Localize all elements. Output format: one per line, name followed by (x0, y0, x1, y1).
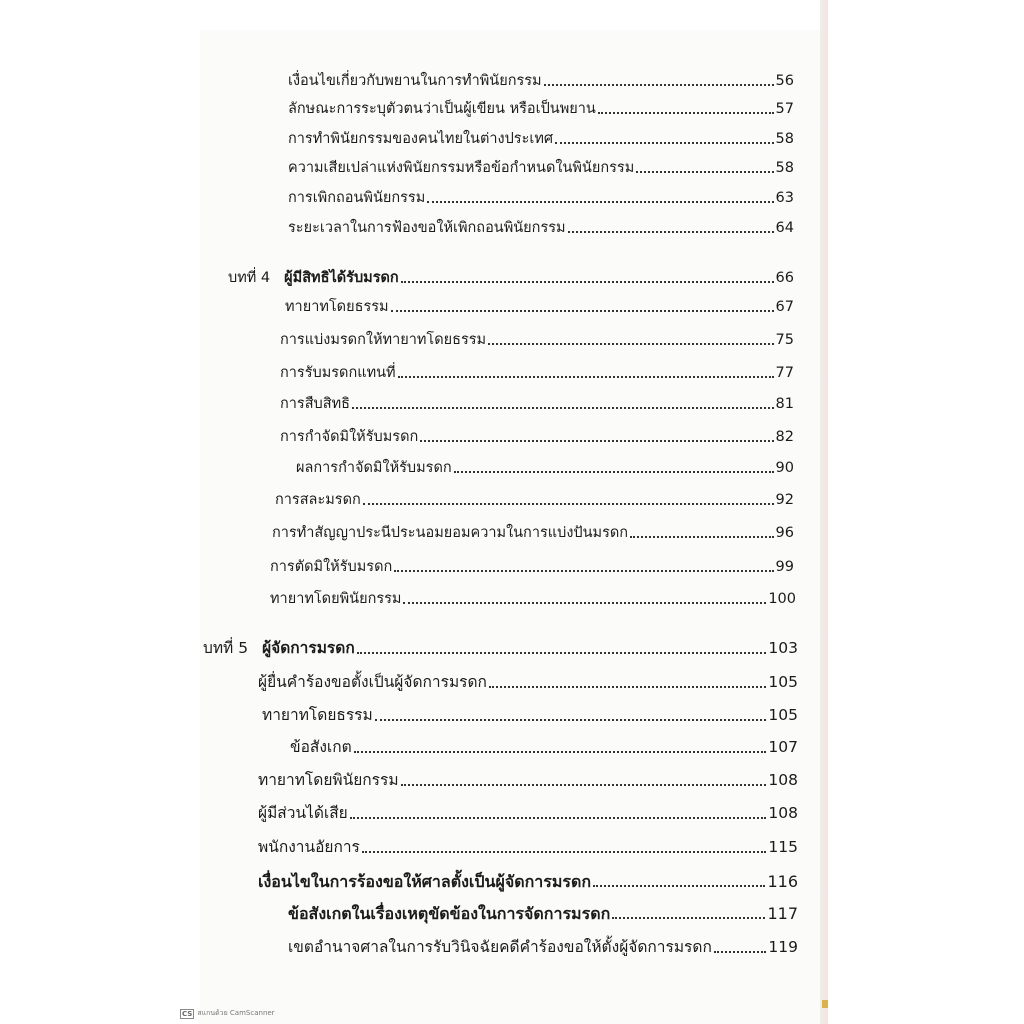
toc-chapter-heading (203, 641, 798, 657)
chapter-number: บทที่ 4 (228, 270, 271, 286)
toc-dot-leader (401, 281, 774, 283)
toc-entry-page: 77 (775, 365, 794, 381)
toc-entry-page: 63 (775, 190, 794, 206)
toc-entry-page: 64 (775, 220, 794, 236)
toc-dot-leader (544, 84, 774, 86)
toc-entry (280, 430, 794, 445)
toc-entry-title: การสละมรดก (275, 492, 361, 508)
toc-entry (288, 132, 794, 147)
toc-entry-title: ทายาทโดยพินัยกรรม (270, 591, 402, 607)
toc-entry (262, 708, 798, 724)
toc-entry-title: ความเสียเปล่าแห่งพินัยกรรมหรือข้อกำหนดในพินัยกรรม (288, 160, 635, 176)
toc-entry-page: 115 (768, 838, 798, 856)
toc-dot-leader (375, 719, 767, 721)
toc-entry-title: ระยะเวลาในการฟ้องขอให้เพิกถอนพินัยกรรม (288, 220, 566, 236)
toc-entry-page: 105 (768, 706, 798, 724)
toc-entry (280, 397, 794, 412)
toc-entry (288, 102, 794, 117)
toc-entry-title: ทายาทโดยธรรม (262, 706, 373, 724)
toc-entry-page: 103 (768, 639, 798, 657)
toc-entry-title: การแบ่งมรดกให้ทายาทโดยธรรม (280, 332, 487, 348)
toc-entry-title: การกำจัดมิให้รับมรดก (280, 429, 419, 445)
toc-entry-page: 100 (768, 591, 796, 607)
toc-entry (258, 773, 798, 789)
toc-dot-leader (420, 440, 773, 442)
toc-entry-title: การตัดมิให้รับมรดก (270, 559, 393, 575)
toc-entry-title: ข้อสังเกต (290, 738, 352, 756)
toc-entry-page: 81 (775, 396, 794, 412)
toc-entry-title: พนักงานอัยการ (258, 838, 360, 856)
toc-entry-page: 99 (775, 559, 794, 575)
toc-dot-leader (362, 851, 767, 853)
chapter-number: บทที่ 5 (203, 639, 249, 657)
toc-entry-title: เงื่อนไขเกี่ยวกับพยานในการทำพินัยกรรม (288, 73, 542, 89)
toc-entry (280, 366, 794, 381)
toc-entry (280, 333, 794, 348)
toc-dot-leader (555, 142, 773, 144)
toc-entry-page: 67 (775, 299, 794, 315)
toc-dot-leader (403, 602, 766, 604)
watermark-text: สแกนด้วย CamScanner (197, 1009, 275, 1017)
toc-dot-leader (391, 310, 774, 312)
scanner-watermark (180, 1008, 275, 1019)
toc-dot-leader (568, 231, 774, 233)
toc-entry (272, 526, 794, 541)
toc-dot-leader (354, 751, 767, 753)
toc-entry-title: การทำสัญญาประนีประนอมยอมความในการแบ่งปันมรดก (272, 525, 629, 541)
toc-entry (288, 940, 798, 956)
toc-entry (270, 592, 796, 607)
toc-entry-page: 96 (775, 525, 794, 541)
toc-entry (258, 806, 798, 822)
toc-entry-page: 75 (775, 332, 794, 348)
toc-dot-leader (454, 471, 774, 473)
toc-dot-leader (401, 784, 767, 786)
toc-entry-page: 117 (767, 904, 798, 923)
toc-entry-page: 107 (768, 738, 798, 756)
toc-dot-leader (394, 570, 773, 572)
toc-entry-page: 92 (775, 492, 794, 508)
toc-dot-leader (598, 112, 774, 114)
toc-entry (270, 560, 794, 575)
toc-entry-title: ทายาทโดยพินัยกรรม (258, 771, 399, 789)
toc-entry-title: เงื่อนไขในการร้องขอให้ศาลตั้งเป็นผู้จัดการมรดก (258, 872, 592, 891)
toc-entry-title: การเพิกถอนพินัยกรรม (288, 190, 426, 206)
toc-dot-leader (398, 376, 774, 378)
toc-dot-leader (593, 885, 765, 887)
toc-dot-leader (612, 917, 765, 919)
toc-entry-title: ผู้มีสิทธิได้รับมรดก (284, 270, 399, 286)
toc-chapter-heading (228, 271, 794, 286)
toc-entry (288, 221, 794, 236)
toc-entry-title: การรับมรดกแทนที่ (280, 365, 396, 381)
toc-entry-page: 119 (768, 938, 798, 956)
toc-entry (285, 300, 794, 315)
toc-entry (288, 161, 794, 176)
toc-entry-title: ผู้มีส่วนได้เสีย (258, 804, 348, 822)
toc-entry-title: ทายาทโดยธรรม (285, 299, 389, 315)
toc-entry-page: 82 (775, 429, 794, 445)
toc-dot-leader (427, 201, 773, 203)
toc-dot-leader (636, 171, 773, 173)
toc-dot-leader (352, 407, 774, 409)
toc-entry (288, 191, 794, 206)
toc-entry-page: 56 (775, 73, 794, 89)
toc-entry-title: ลักษณะการระบุตัวตนว่าเป็นผู้เขียน หรือเป็นพยาน (288, 101, 596, 117)
toc-dot-leader (357, 652, 767, 654)
toc-entry (258, 675, 798, 691)
toc-entry-page: 58 (775, 131, 794, 147)
toc-entry-page: 116 (767, 872, 798, 891)
toc-entry-page: 66 (775, 270, 794, 286)
toc-dot-leader (489, 686, 766, 688)
toc-entry-title: ข้อสังเกตในเรื่องเหตุขัดข้องในการจัดการมรดก (288, 904, 611, 923)
toc-entry (296, 461, 794, 476)
toc-dot-leader (363, 503, 774, 505)
toc-entry (258, 840, 798, 856)
toc-entry-title: เขตอำนาจศาลในการรับวินิจฉัยคดีคำร้องขอให้ตั้งผู้จัดการมรดก (288, 938, 712, 956)
toc-entry-title: ผู้ยื่นคำร้องขอตั้งเป็นผู้จัดการมรดก (258, 673, 487, 691)
toc-entry-page: 90 (775, 460, 794, 476)
toc-entry-page: 108 (768, 804, 798, 822)
toc-entry-page: 57 (775, 101, 794, 117)
page-edge-mark (822, 1000, 828, 1008)
toc-dot-leader (630, 536, 773, 538)
toc-dot-leader (714, 951, 767, 953)
toc-entry-page: 108 (768, 771, 798, 789)
toc-entry-title: ผู้จัดการมรดก (262, 639, 355, 657)
toc-entry-title: การทำพินัยกรรมของคนไทยในต่างประเทศ (288, 131, 554, 147)
toc-entry-page: 105 (768, 673, 798, 691)
camscanner-logo-icon: CS (182, 1009, 193, 1018)
toc-entry-title: ผลการกำจัดมิให้รับมรดก (296, 460, 452, 476)
toc-entry (288, 74, 794, 89)
toc-dot-leader (488, 343, 773, 345)
toc-entry (290, 740, 798, 756)
toc-entry (288, 906, 798, 922)
toc-entry (258, 874, 798, 890)
toc-dot-leader (350, 817, 767, 819)
page-spine-edge (820, 0, 828, 1024)
toc-entry (275, 493, 794, 508)
toc-entry-title: การสืบสิทธิ (280, 396, 351, 412)
toc-entry-page: 58 (775, 160, 794, 176)
